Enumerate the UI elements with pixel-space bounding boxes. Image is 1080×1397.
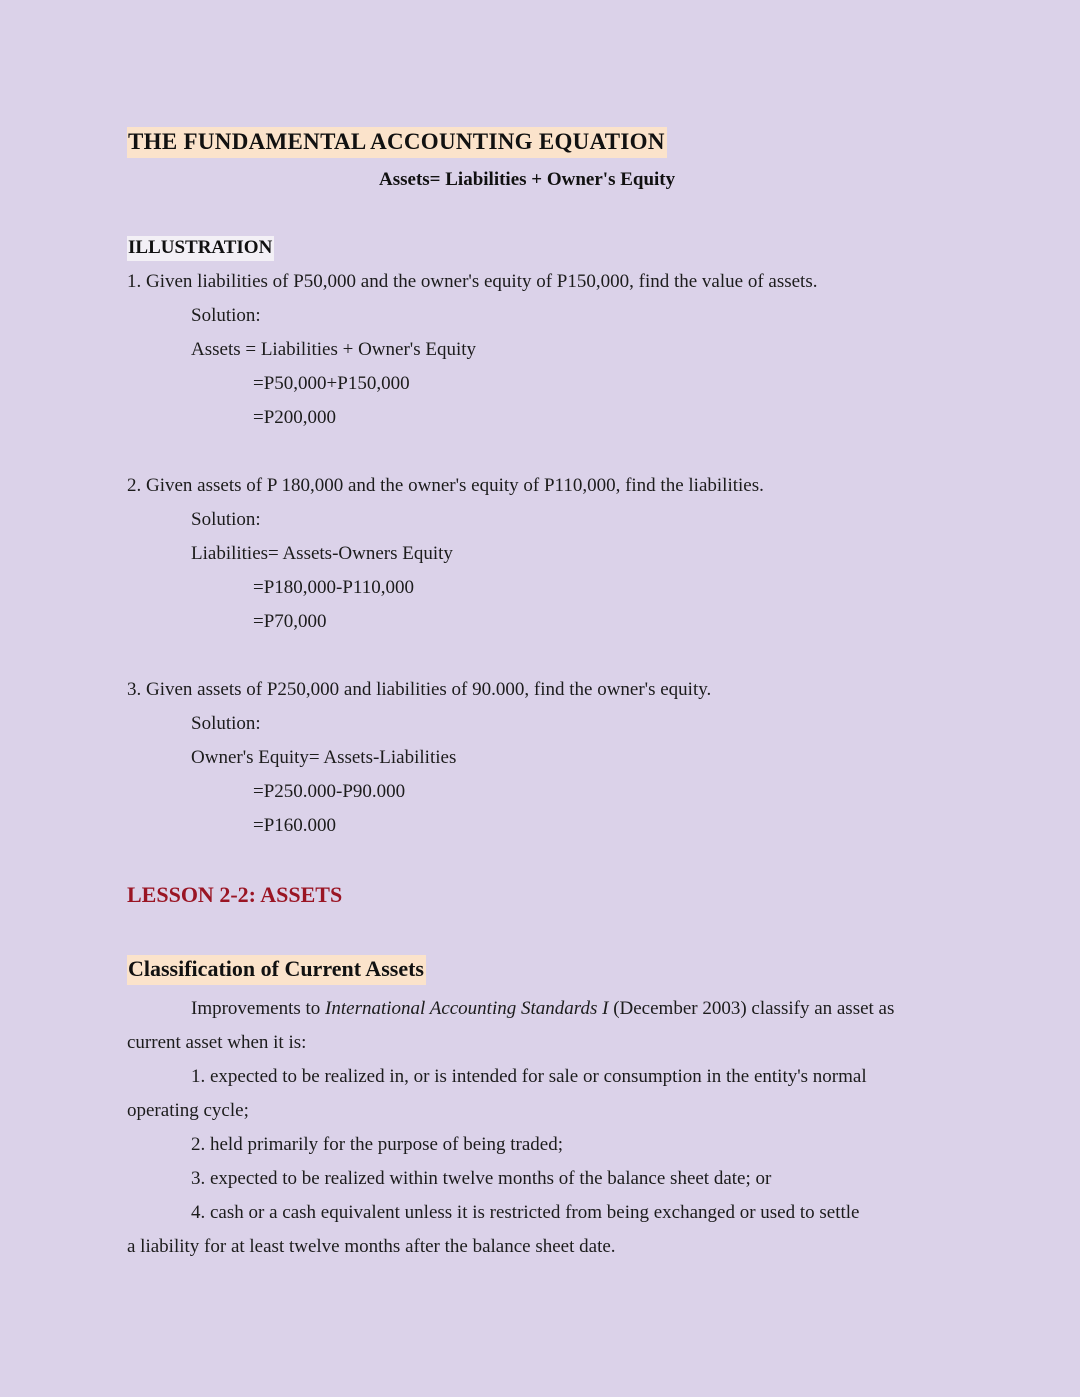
lesson-heading: LESSON 2-2: ASSETS [127,882,343,907]
problem-2-solution-label: Solution: [191,509,261,530]
section-heading: Classification of Current Assets [127,955,426,985]
problem-3-question: 3. Given assets of P250,000 and liabilities of 90.000, find the owner's equity. [127,679,712,700]
problem-2-step-1: =P180,000-P110,000 [253,577,414,598]
criterion-1-line-1: 1. expected to be realized in, or is intended for sale or consumption in the entity's normal [191,1066,867,1087]
accounting-equation: Assets= Liabilities + Owner's Equity [379,169,676,190]
intro-text-after: (December 2003) classify an asset as [608,998,895,1019]
problem-3-step-2: =P160.000 [253,815,337,836]
criterion-4-line-1: 4. cash or a cash equivalent unless it is restricted from being exchanged or used to settle [191,1202,860,1223]
criterion-4-line-2: a liability for at least twelve months after the balance sheet date. [127,1236,616,1257]
problem-1-step-1: =P50,000+P150,000 [253,373,410,394]
intro-standard-title: International Accounting Standards I [325,998,609,1019]
problem-3-formula: Owner's Equity= Assets-Liabilities [191,747,457,768]
criterion-3: 3. expected to be realized within twelve months of the balance sheet date; or [191,1168,772,1189]
problem-1-solution-label: Solution: [191,305,261,326]
problem-2-step-2: =P70,000 [253,611,327,632]
problem-1-formula: Assets = Liabilities + Owner's Equity [191,339,477,360]
page-title: THE FUNDAMENTAL ACCOUNTING EQUATION [127,127,667,158]
problem-2-question: 2. Given assets of P 180,000 and the owner's equity of P110,000, find the liabilities. [127,475,764,496]
intro-paragraph-line-2: current asset when it is: [127,1032,307,1053]
problem-2-formula: Liabilities= Assets-Owners Equity [191,543,453,564]
criterion-1-line-2: operating cycle; [127,1100,249,1121]
problem-3-step-1: =P250.000-P90.000 [253,781,406,802]
illustration-heading: ILLUSTRATION [127,236,274,261]
problem-3-solution-label: Solution: [191,713,261,734]
problem-1-question: 1. Given liabilities of P50,000 and the owner's equity of P150,000, find the value of assets. [127,271,818,292]
intro-text-before: Improvements to [191,998,326,1019]
intro-paragraph-line-1 [191,998,894,1020]
problem-1-step-2: =P200,000 [253,407,337,428]
criterion-2: 2. held primarily for the purpose of being traded; [191,1134,563,1155]
